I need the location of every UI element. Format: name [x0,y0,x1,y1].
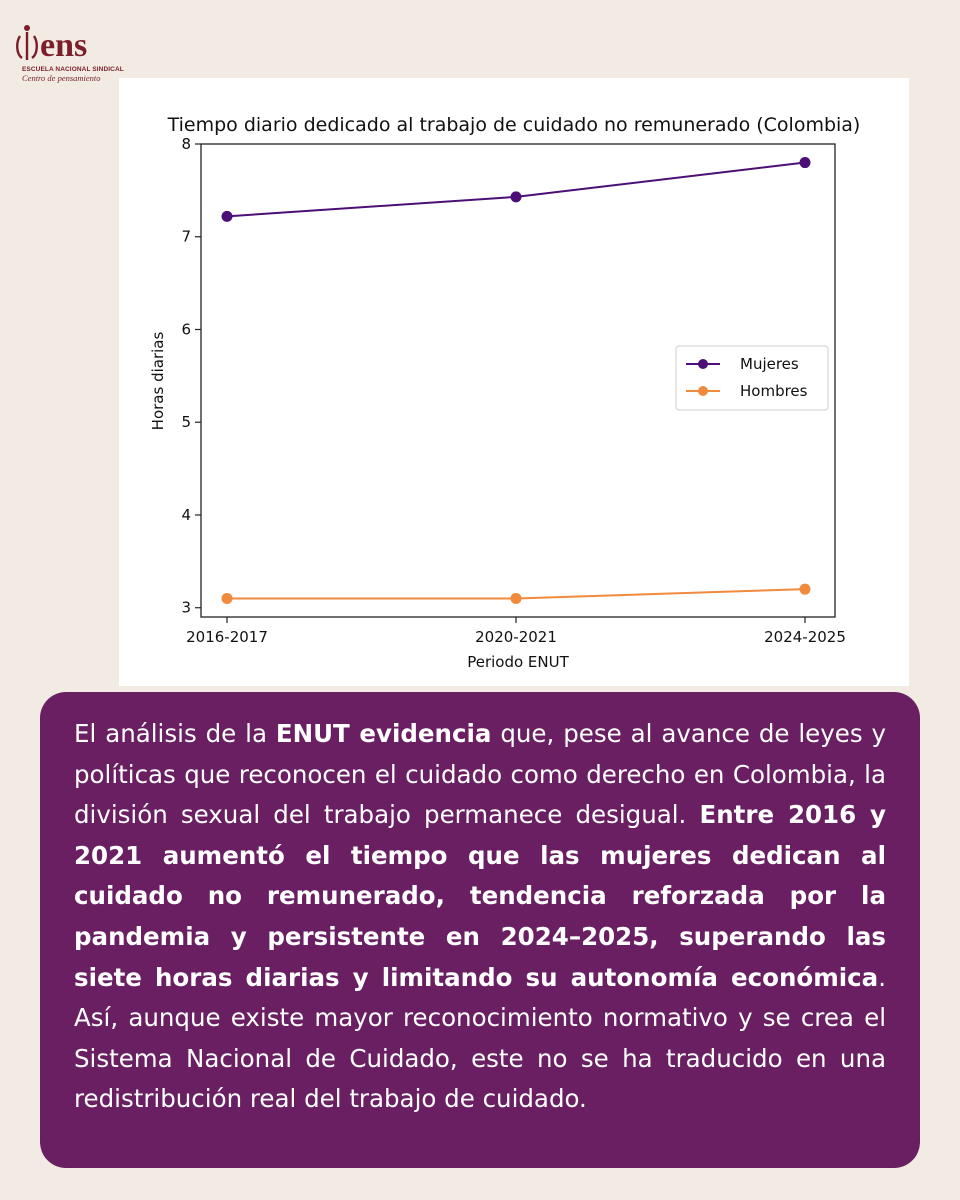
logo-org-name: ESCUELA NACIONAL SINDICAL [22,66,124,73]
data-point-mujeres [222,211,233,222]
summary-bold-segment: Entre 2016 y 2021 aumentó el tiempo que las mujeres dedican al cuidado no remunerado, tendencia reforzada por la pandemia y persistente en 2024–2025, superando las siete horas diarias y limitando su autonomía económica [74,800,886,992]
y-tick-label: 4 [181,505,191,524]
logo-right-arc-icon [32,36,37,58]
summary-text-segment: que, pese al avance de leyes y políticas que reconocen el cuidado como derecho en Colombia, la división sexual del trabajo permanece desigual. [74,719,886,830]
x-axis-label: Periodo ENUT [467,653,569,671]
summary-paragraph [74,714,886,1120]
ens-logo [10,22,124,88]
logo-tagline: Centro de pensamiento [22,73,101,83]
logo-torch-flame-icon [24,25,30,31]
x-tick-label: 2016-2017 [186,628,268,646]
y-tick-label: 6 [181,320,191,339]
data-point-mujeres [511,191,522,202]
y-tick-label: 3 [181,598,191,617]
chart-panel [119,78,909,686]
series-line-mujeres [227,163,805,217]
x-tick-label: 2024-2025 [764,628,846,646]
summary-bold-segment: ENUT evidencia [275,719,492,748]
data-point-hombres [511,593,522,604]
y-axis-label: Horas diarias [149,331,167,431]
summary-card [40,692,920,1168]
data-point-mujeres [800,157,811,168]
legend-label-hombres: Hombres [740,382,808,400]
logo-torch-stem-icon [26,32,28,60]
legend-marker-hombres [698,386,708,396]
chart-legend [676,346,828,410]
x-tick-label: 2020-2021 [475,628,557,646]
chart-title: Tiempo diario dedicado al trabajo de cuidado no remunerado (Colombia) [167,114,861,136]
ens-logo-mark [12,22,112,66]
y-tick-label: 7 [181,227,191,246]
y-axis [181,135,201,617]
logo-mark-text: ens [40,27,88,64]
legend-label-mujeres: Mujeres [740,355,799,373]
data-point-hombres [800,584,811,595]
summary-text-segment: El análisis de la [74,719,276,748]
y-tick-label: 8 [181,135,191,153]
x-axis [186,617,846,646]
line-chart [119,78,909,686]
y-tick-label: 5 [181,413,191,432]
data-point-hombres [222,593,233,604]
summary-text-segment: . Así, aunque existe mayor reconocimiento normativo y se crea el Sistema Nacional de Cuidado, este no se ha traducido en una redistribución real del trabajo de cuidado. [74,962,886,1114]
legend-marker-mujeres [698,359,708,369]
logo-left-arc-icon [17,36,22,58]
